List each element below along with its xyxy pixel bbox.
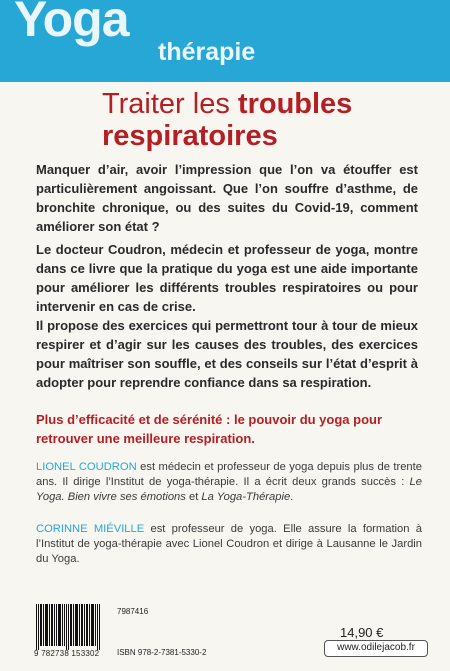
title-line-2: respiratoires (102, 120, 278, 152)
series-banner (0, 0, 450, 82)
author-bio-1 (36, 460, 422, 505)
book-reference-1: Le Yoga. Bien vivre ses émotions (36, 476, 422, 503)
highlight-tagline: Plus d’efficacité et de sérénité : le pouvoir du yoga pour retrouver une meilleure respiration. (36, 412, 383, 446)
author-bio-2 (36, 522, 422, 567)
author-bio-1-end: . (290, 491, 294, 503)
price-label: 14,90 € (340, 625, 384, 640)
blurb-paragraph-3: Il propose des exercices qui permettront tour à tour de mieux respirer et d’agir sur les causes des troubles, des exercices pour maîtriser son souffle, et des conseils sur l’état d’esprit à adopter pour reprendre confiance dans sa respiration. (36, 318, 418, 390)
author-name-1: LIONEL COUDRON (36, 461, 137, 473)
barcode-image (34, 604, 102, 652)
blurb-paragraph-1: Manquer d’air, avoir l’impression que l’on va étouffer est particulièrement angoissant. Que l’on souffre d’asthme, de bronchite chronique, ou des suites du Covid-19, comment améliorer son état ? (36, 162, 418, 234)
title-line-1 (102, 88, 352, 120)
title-bold-part: troubles (237, 88, 353, 120)
book-reference-2: La Yoga-Thérapie (201, 491, 291, 503)
series-title-yoga: Yoga (14, 0, 129, 47)
isbn-number: ISBN 978-2-7381-5330-2 (117, 648, 207, 657)
author-bio-2-text: est professeur de yoga. Elle assure la formation à l’Institut de yoga-thérapie avec Lionel Coudron et dirige à Lausanne le Jardin du Yoga. (36, 523, 422, 565)
series-title-therapie: thérapie (158, 38, 256, 66)
author-bio-1-text: est médecin et professeur de yoga depuis plus de trente ans. Il dirige l’Institut de yoga-thérapie. Il a écrit deux grands succès : (36, 461, 422, 488)
barcode-digits: 9 782738 153302 (34, 649, 100, 658)
book-title (102, 88, 352, 152)
publisher-website-box (324, 640, 428, 657)
blurb-paragraph-2: Le docteur Coudron, médecin et professeur de yoga, montre dans ce livre que la pratique du yoga est une aide importante pour améliorer les différents troubles respiratoires ou pour intervenir en cas de crise. (36, 242, 418, 314)
author-bio-1-conjunction: et (185, 491, 202, 503)
publisher-website: www.odilejacob.fr (337, 642, 415, 653)
author-name-2: CORINNE MIÉVILLE (36, 523, 145, 535)
product-code: 7987416 (117, 607, 149, 616)
title-light-part: Traiter les (102, 88, 238, 120)
